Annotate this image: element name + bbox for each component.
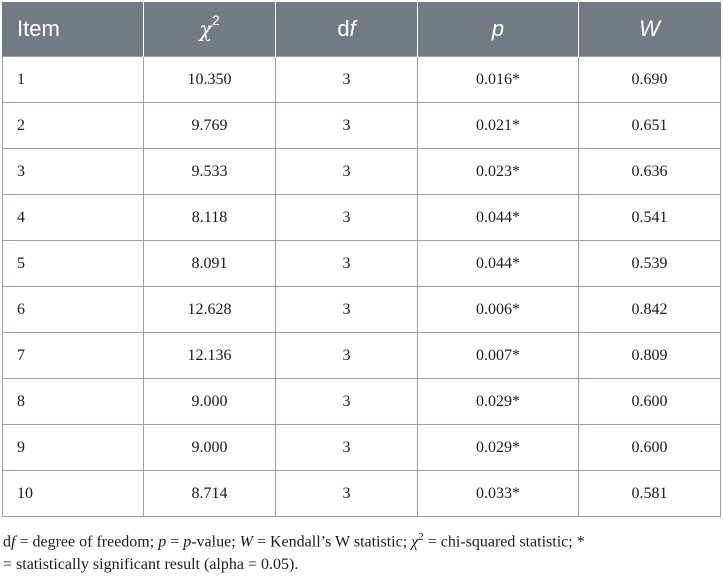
- cell-p: 0.029*: [418, 425, 579, 471]
- table-row: [3, 57, 721, 103]
- cell-chi2: 10.350: [144, 57, 276, 103]
- cell-p: 0.007*: [418, 333, 579, 379]
- header-p: p: [418, 2, 579, 57]
- cell-w: 0.809: [579, 333, 721, 379]
- table-row: [3, 471, 721, 517]
- cell-chi2: 12.136: [144, 333, 276, 379]
- cell-item: 3: [3, 149, 144, 195]
- cell-chi2: 9.000: [144, 379, 276, 425]
- header-chi-squared: $\chi^2$: [144, 2, 276, 57]
- cell-df: 3: [276, 379, 418, 425]
- cell-item: 1: [3, 57, 144, 103]
- cell-w: 0.842: [579, 287, 721, 333]
- cell-item: 6: [3, 287, 144, 333]
- cell-chi2: 12.628: [144, 287, 276, 333]
- cell-p: 0.021*: [418, 103, 579, 149]
- table-row: [3, 333, 721, 379]
- kendall-statistics-table: [2, 2, 721, 517]
- cell-df: 3: [276, 333, 418, 379]
- cell-w: 0.651: [579, 103, 721, 149]
- cell-chi2: 9.000: [144, 425, 276, 471]
- table-row: [3, 103, 721, 149]
- cell-item: 9: [3, 425, 144, 471]
- cell-w: 0.636: [579, 149, 721, 195]
- cell-w: 0.539: [579, 241, 721, 287]
- table-footnote: df = degree of freedom; p = p-value; W = Kendall’s W statistic; $\chi^2$ = chi-squared statistic; * = statistically significant result (alpha = 0.05).: [3, 531, 585, 574]
- table-row: [3, 379, 721, 425]
- cell-item: 10: [3, 471, 144, 517]
- cell-p: 0.044*: [418, 195, 579, 241]
- cell-p: 0.023*: [418, 149, 579, 195]
- header-df: df: [276, 2, 418, 57]
- cell-p: 0.033*: [418, 471, 579, 517]
- cell-item: 5: [3, 241, 144, 287]
- table-row: [3, 287, 721, 333]
- cell-p: 0.029*: [418, 379, 579, 425]
- cell-item: 2: [3, 103, 144, 149]
- cell-w: 0.690: [579, 57, 721, 103]
- cell-df: 3: [276, 103, 418, 149]
- table-row: [3, 149, 721, 195]
- cell-df: 3: [276, 425, 418, 471]
- table-row: [3, 195, 721, 241]
- cell-p: 0.006*: [418, 287, 579, 333]
- cell-df: 3: [276, 241, 418, 287]
- cell-item: 8: [3, 379, 144, 425]
- cell-w: 0.581: [579, 471, 721, 517]
- cell-item: 7: [3, 333, 144, 379]
- cell-df: 3: [276, 149, 418, 195]
- cell-chi2: 9.533: [144, 149, 276, 195]
- cell-p: 0.016*: [418, 57, 579, 103]
- table-row: [3, 425, 721, 471]
- cell-w: 0.541: [579, 195, 721, 241]
- cell-chi2: 9.769: [144, 103, 276, 149]
- table-body: [3, 57, 721, 517]
- statistics-table-container: [2, 2, 720, 517]
- table-row: [3, 241, 721, 287]
- cell-p: 0.044*: [418, 241, 579, 287]
- cell-df: 3: [276, 287, 418, 333]
- cell-chi2: 8.714: [144, 471, 276, 517]
- cell-chi2: 8.118: [144, 195, 276, 241]
- cell-chi2: 8.091: [144, 241, 276, 287]
- header-item: Item: [3, 2, 144, 57]
- table-header-row: [3, 2, 721, 57]
- cell-w: 0.600: [579, 379, 721, 425]
- cell-df: 3: [276, 471, 418, 517]
- cell-item: 4: [3, 195, 144, 241]
- cell-w: 0.600: [579, 425, 721, 471]
- cell-df: 3: [276, 195, 418, 241]
- header-w: W: [579, 2, 721, 57]
- cell-df: 3: [276, 57, 418, 103]
